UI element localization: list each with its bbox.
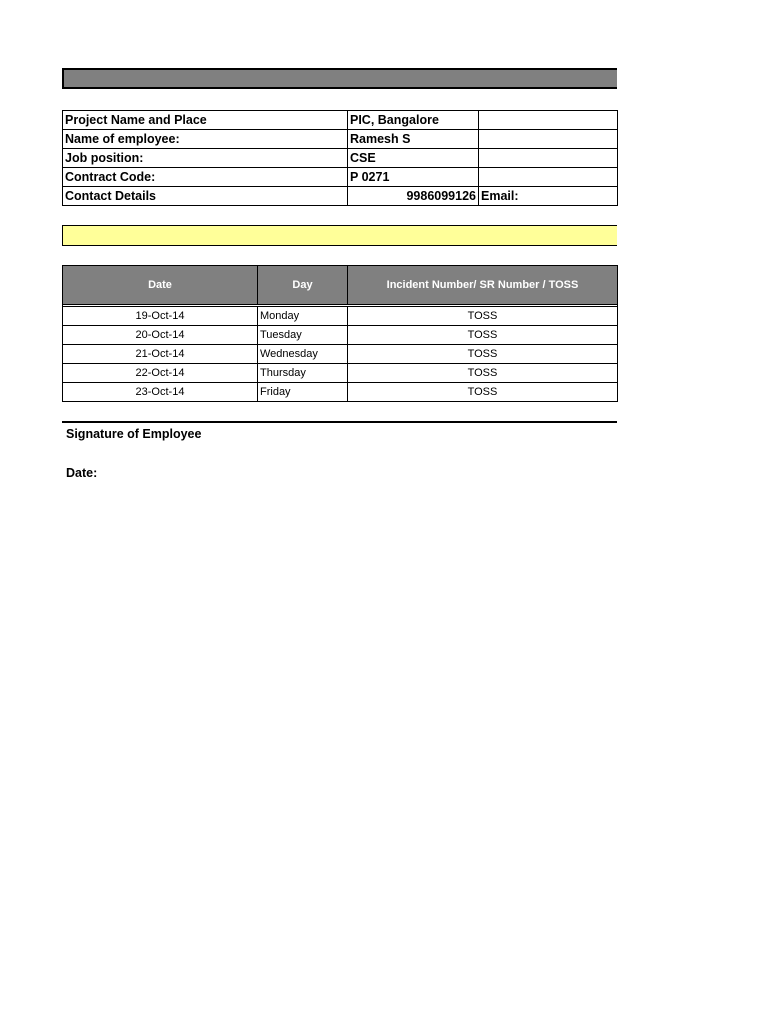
info-label: Name of employee:: [63, 130, 348, 149]
table-row: [63, 149, 618, 168]
column-header-date: Date: [63, 266, 258, 305]
info-label: Job position:: [63, 149, 348, 168]
date-label: Date:: [66, 466, 98, 480]
date-cell: 22-Oct-14: [63, 364, 258, 383]
info-value: CSE: [348, 149, 479, 168]
date-cell: 23-Oct-14: [63, 383, 258, 402]
title-bar: [62, 68, 617, 89]
info-extra: [479, 130, 618, 149]
table-row: [63, 111, 618, 130]
info-value: P 0271: [348, 168, 479, 187]
column-header-day: Day: [258, 266, 348, 305]
day-cell: Tuesday: [258, 326, 348, 345]
column-header-incident: Incident Number/ SR Number / TOSS: [348, 266, 618, 305]
table-row: [63, 307, 618, 326]
highlight-bar: [62, 225, 617, 246]
table-row: [63, 345, 618, 364]
incident-cell: TOSS: [348, 383, 618, 402]
date-cell: 20-Oct-14: [63, 326, 258, 345]
incident-cell: TOSS: [348, 307, 618, 326]
info-value: Ramesh S: [348, 130, 479, 149]
date-cell: 21-Oct-14: [63, 345, 258, 364]
info-label: Contact Details: [63, 187, 348, 206]
info-label: Project Name and Place: [63, 111, 348, 130]
info-extra: [479, 111, 618, 130]
table-header-row: [63, 266, 618, 305]
info-label: Contract Code:: [63, 168, 348, 187]
timesheet: [62, 68, 617, 482]
day-cell: Wednesday: [258, 345, 348, 364]
table-row: [63, 364, 618, 383]
day-cell: Thursday: [258, 364, 348, 383]
table-row: [63, 383, 618, 402]
table-row: [63, 187, 618, 206]
day-cell: Friday: [258, 383, 348, 402]
incident-cell: TOSS: [348, 326, 618, 345]
day-cell: Monday: [258, 307, 348, 326]
info-extra: Email:: [479, 187, 618, 206]
incident-log-table: [62, 265, 618, 402]
info-value: 9986099126: [348, 187, 479, 206]
info-value: PIC, Bangalore: [348, 111, 479, 130]
info-extra: [479, 168, 618, 187]
table-row: [63, 130, 618, 149]
table-row: [63, 168, 618, 187]
table-row: [63, 326, 618, 345]
employee-info-table: [62, 110, 618, 206]
incident-cell: TOSS: [348, 364, 618, 383]
signature-label: Signature of Employee: [66, 427, 202, 441]
info-extra: [479, 149, 618, 168]
date-cell: 19-Oct-14: [63, 307, 258, 326]
incident-cell: TOSS: [348, 345, 618, 364]
